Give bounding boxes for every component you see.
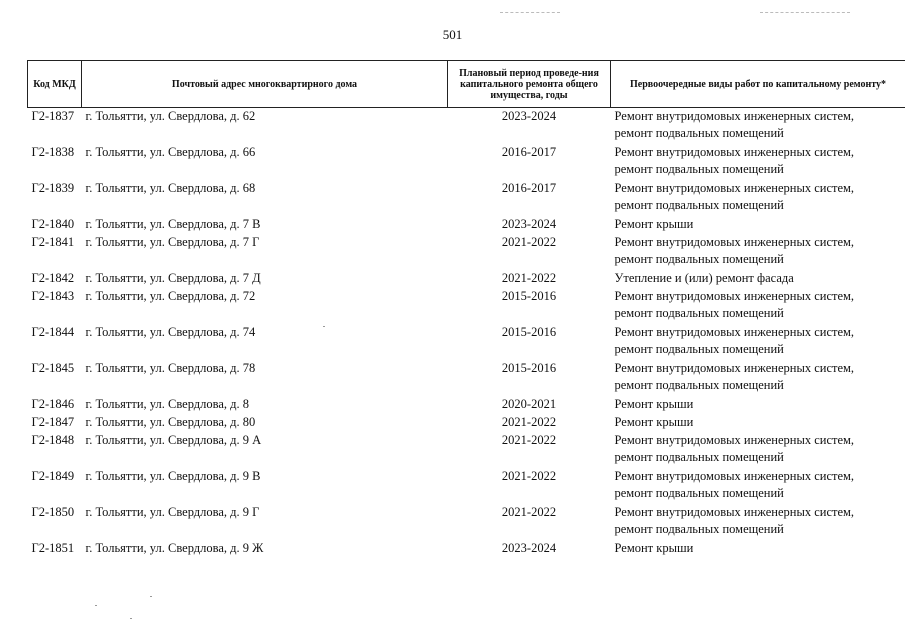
row-period: 2015-2016	[501, 324, 557, 339]
row-works	[611, 504, 905, 540]
row-period: 2023-2024	[501, 540, 557, 555]
row-address: г. Тольятти, ул. Свердлова, д. 62	[85, 109, 256, 123]
header-works: Первоочередные виды работ по капитальному ремонту*	[611, 61, 905, 108]
row-period: 2015-2016	[501, 360, 557, 375]
row-works	[611, 270, 905, 288]
row-period: 2016-2017	[501, 144, 557, 159]
row-code: Г2-1844	[31, 324, 75, 339]
table-row	[28, 234, 905, 270]
row-period: 2020-2021	[501, 396, 557, 411]
scan-speck	[150, 596, 152, 597]
row-period: 2021-2022	[501, 270, 557, 285]
work-line: ремонт подвальных помещений	[614, 341, 784, 356]
table-row	[28, 108, 905, 144]
row-period: 2023-2024	[501, 216, 557, 231]
scan-artifact-top-right	[760, 12, 850, 13]
row-works	[611, 216, 905, 234]
table-row	[28, 324, 905, 360]
row-period: 2021-2022	[501, 234, 557, 249]
row-period: 2021-2022	[501, 504, 557, 519]
work-line: ремонт подвальных помещений	[614, 161, 784, 176]
row-code: Г2-1840	[31, 216, 75, 231]
row-code: Г2-1842	[31, 270, 75, 285]
table-header-row	[28, 61, 905, 108]
work-line: Ремонт внутридомовых инженерных систем,	[614, 144, 855, 159]
table-row	[28, 504, 905, 540]
row-code: Г2-1841	[31, 234, 75, 249]
work-line: ремонт подвальных помещений	[614, 485, 784, 500]
work-line: Ремонт крыши	[614, 396, 694, 411]
row-address: г. Тольятти, ул. Свердлова, д. 7 В	[85, 216, 261, 231]
scan-speck	[130, 618, 132, 619]
row-code: Г2-1846	[31, 396, 75, 411]
work-line: ремонт подвальных помещений	[614, 305, 784, 320]
row-period: 2016-2017	[501, 180, 557, 195]
row-works	[611, 144, 905, 180]
work-line: ремонт подвальных помещений	[614, 251, 784, 266]
row-works	[611, 414, 905, 432]
scan-speck	[95, 605, 97, 606]
row-address: г. Тольятти, ул. Свердлова, д. 9 А	[85, 432, 262, 447]
row-period: 2021-2022	[501, 432, 557, 447]
header-address: Почтовый адрес многоквартирного дома	[82, 61, 448, 108]
work-line: ремонт подвальных помещений	[614, 126, 784, 140]
table-row	[28, 396, 905, 414]
row-works	[611, 234, 905, 270]
row-address: г. Тольятти, ул. Свердлова, д. 7 Д	[85, 270, 261, 285]
capital-repair-table	[27, 60, 905, 558]
work-line: Ремонт крыши	[614, 414, 694, 429]
row-works	[611, 396, 905, 414]
row-address: г. Тольятти, ул. Свердлова, д. 66	[85, 144, 256, 159]
work-line: Ремонт внутридомовых инженерных систем,	[614, 504, 855, 519]
table-row	[28, 540, 905, 558]
row-works	[611, 180, 905, 216]
table-row	[28, 468, 905, 504]
row-works	[611, 360, 905, 396]
table-row	[28, 270, 905, 288]
work-line: Ремонт крыши	[614, 216, 694, 231]
row-address: г. Тольятти, ул. Свердлова, д. 78	[85, 360, 256, 375]
row-code: Г2-1847	[31, 414, 75, 429]
row-address: г. Тольятти, ул. Свердлова, д. 8	[85, 396, 250, 411]
row-code: Г2-1848	[31, 432, 75, 447]
row-code: Г2-1839	[31, 180, 75, 195]
row-period: 2015-2016	[501, 288, 557, 303]
row-code: Г2-1843	[31, 288, 75, 303]
work-line: Утепление и (или) ремонт фасада	[614, 270, 794, 285]
table-row	[28, 360, 905, 396]
row-code: Г2-1851	[31, 540, 75, 555]
row-address: г. Тольятти, ул. Свердлова, д. 72	[85, 288, 256, 303]
row-works	[611, 540, 905, 558]
table-row	[28, 144, 905, 180]
table-row	[28, 414, 905, 432]
work-line: Ремонт внутридомовых инженерных систем,	[614, 180, 855, 195]
work-line: ремонт подвальных помещений	[614, 197, 784, 212]
table-row	[28, 432, 905, 468]
row-code: Г2-1838	[31, 144, 75, 159]
row-works	[611, 324, 905, 360]
row-works	[611, 468, 905, 504]
row-address: г. Тольятти, ул. Свердлова, д. 68	[85, 180, 256, 195]
work-line: Ремонт внутридомовых инженерных систем,	[614, 288, 855, 303]
row-address: г. Тольятти, ул. Свердлова, д. 7 Г	[85, 234, 260, 249]
row-code: Г2-1850	[31, 504, 75, 519]
table-row	[28, 216, 905, 234]
table-body	[28, 108, 905, 558]
row-address: г. Тольятти, ул. Свердлова, д. 74	[85, 324, 256, 339]
work-line: Ремонт внутридомовых инженерных систем,	[614, 109, 855, 123]
work-line: Ремонт внутридомовых инженерных систем,	[614, 360, 855, 375]
work-line: ремонт подвальных помещений	[614, 521, 784, 536]
table-row	[28, 288, 905, 324]
row-address: г. Тольятти, ул. Свердлова, д. 9 В	[85, 468, 261, 483]
work-line: Ремонт внутридомовых инженерных систем,	[614, 234, 855, 249]
row-works	[611, 288, 905, 324]
row-works	[611, 108, 905, 144]
row-address: г. Тольятти, ул. Свердлова, д. 9 Ж	[85, 540, 264, 555]
row-code: Г2-1845	[31, 360, 75, 375]
row-works	[611, 432, 905, 468]
row-period: 2021-2022	[501, 414, 557, 429]
work-line: ремонт подвальных помещений	[614, 377, 784, 392]
work-line: Ремонт крыши	[614, 540, 694, 555]
row-address: г. Тольятти, ул. Свердлова, д. 80	[85, 414, 256, 429]
row-code: Г2-1849	[31, 468, 75, 483]
row-period: 2023-2024	[501, 109, 557, 123]
page-number: 501	[442, 27, 463, 42]
work-line: Ремонт внутридомовых инженерных систем,	[614, 468, 855, 483]
row-code: Г2-1837	[31, 109, 75, 123]
header-period: Плановый период проведе-ния капитального ремонта общего имущества, годы	[448, 61, 611, 108]
work-line: Ремонт внутридомовых инженерных систем,	[614, 324, 855, 339]
work-line: ремонт подвальных помещений	[614, 449, 784, 464]
row-period: 2021-2022	[501, 468, 557, 483]
table-row	[28, 180, 905, 216]
row-address: г. Тольятти, ул. Свердлова, д. 9 Г	[85, 504, 260, 519]
header-code: Код МКД	[28, 61, 82, 108]
scan-artifact-top-center	[500, 12, 560, 13]
work-line: Ремонт внутридомовых инженерных систем,	[614, 432, 855, 447]
